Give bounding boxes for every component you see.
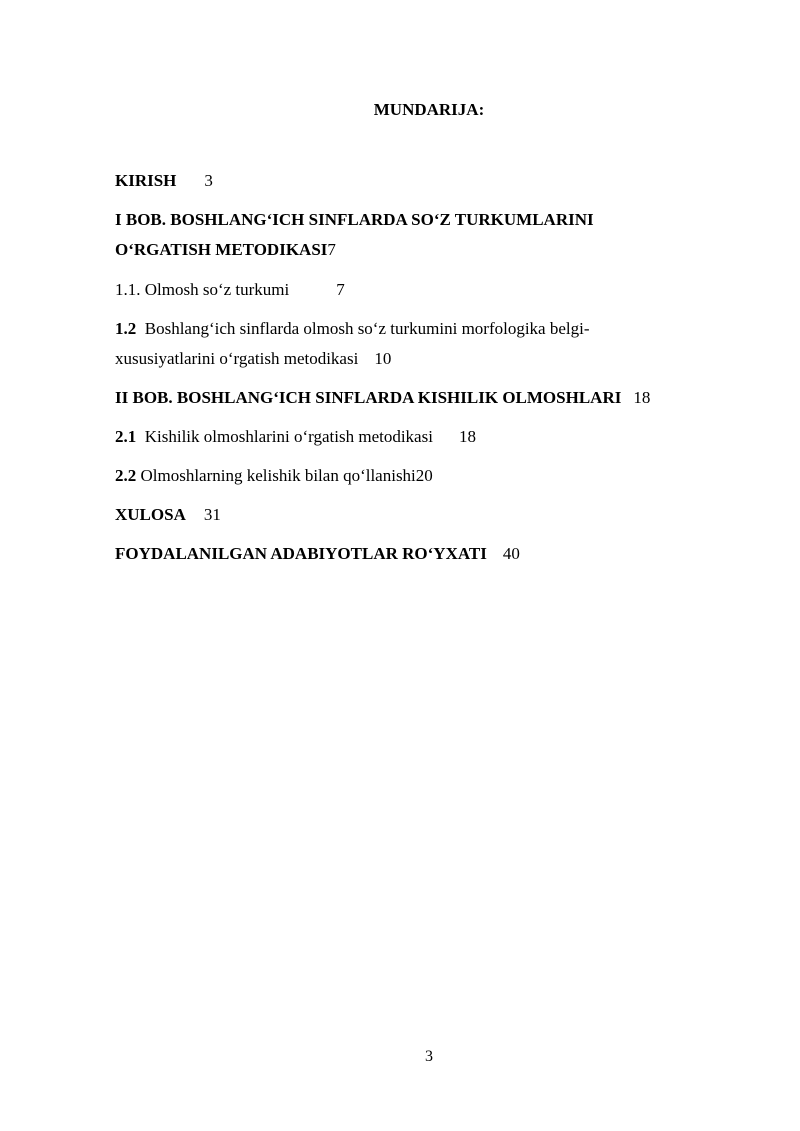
toc-page: 40 <box>502 544 520 563</box>
toc-page: 18 <box>458 427 476 446</box>
toc-page: 20 <box>415 466 433 485</box>
table-of-contents <box>115 170 675 565</box>
toc-page: 31 <box>203 505 221 524</box>
toc-label: FOYDALANILGAN ADABIYOTLAR RO‘YXATI <box>115 544 487 563</box>
toc-page: 3 <box>204 171 213 190</box>
toc-entry-kirish <box>115 170 675 192</box>
toc-label: 1.1. Olmosh so‘z turkumi <box>115 280 290 299</box>
toc-label-line1: Boshlang‘ich sinflarda olmosh so‘z turkumini morfologika belgi- <box>144 319 590 338</box>
toc-label: KIRISH <box>115 171 177 190</box>
toc-label: Olmoshlarning kelishik bilan qo‘llanishi <box>140 466 416 485</box>
toc-entry-1-1 <box>115 279 675 301</box>
toc-label: II BOB. BOSHLANG‘ICH SINFLARDA KISHILIK OLMOSHLARI <box>115 388 622 407</box>
toc-label-line1: I BOB. BOSHLANG‘ICH SINFLARDA SO‘Z TURKUMLARINI <box>115 210 594 229</box>
toc-entry-bob1 <box>115 209 675 261</box>
toc-number: 1.2 <box>115 319 137 338</box>
toc-page: 10 <box>374 349 392 368</box>
toc-page: 7 <box>336 280 345 299</box>
toc-title: MUNDARIJA: <box>373 100 485 119</box>
toc-entry-bob2 <box>115 387 675 409</box>
toc-entry-2-1 <box>115 426 675 448</box>
toc-label-line2: xususiyatlarini o‘rgatish metodikasi <box>115 349 359 368</box>
toc-entry-adabiyotlar <box>115 543 675 565</box>
toc-entry-2-2 <box>115 465 675 487</box>
toc-number: 2.1 <box>115 427 137 446</box>
toc-label: Kishilik olmoshlarini o‘rgatish metodikasi <box>144 427 433 446</box>
toc-label: XULOSA <box>115 505 186 524</box>
toc-number: 2.2 <box>115 466 137 485</box>
toc-page: 18 <box>633 388 651 407</box>
toc-entry-xulosa <box>115 504 675 526</box>
page-number: 3 <box>425 1048 433 1065</box>
toc-label-line2: O‘RGATISH METODIKASI <box>115 240 328 259</box>
toc-entry-1-2 <box>115 318 675 370</box>
toc-page: 7 <box>327 240 336 259</box>
